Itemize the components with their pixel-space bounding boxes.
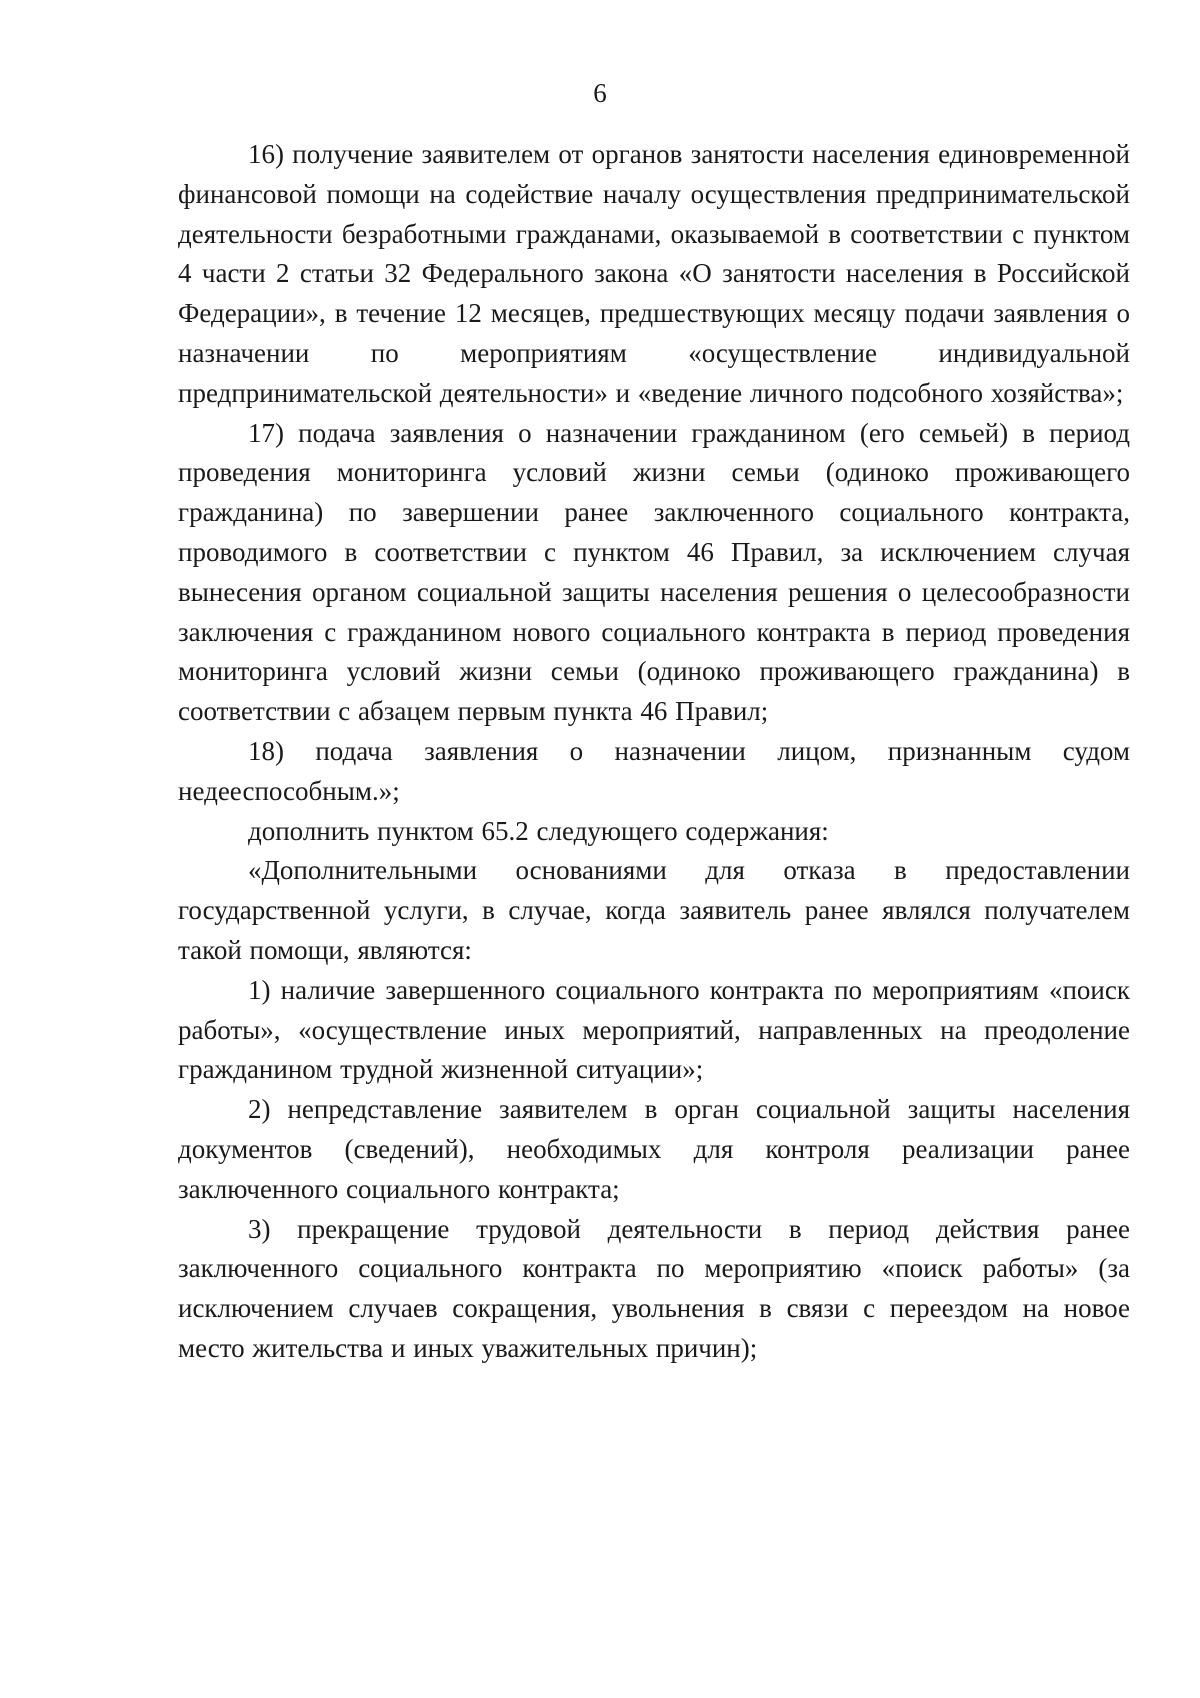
paragraph-item-17: 17) подача заявления о назначении гражданином (его семьей) в период проведения мониторинга условий жизни семьи (одиноко проживающего гражданина) по завершении ранее заключенного социального контракта, проводимого в соответствии с пунктом 46 Правил, за исключением случая вынесения органом социальной защиты населения решения о целесообразности заключения с гражданином нового социального контракта в период проведения мониторинга условий жизни семьи (одиноко проживающего гражданина) в соответствии с абзацем первым пункта 46 Правил; xyxy=(178,417,1130,727)
page-number: 6 xyxy=(593,78,607,108)
paragraph-grounds-3: 3) прекращение трудовой деятельности в период действия ранее заключенного социального контракта по мероприятию «поиск работы» (за исключением случаев сокращения, увольнения в связи с переездом на новое место жительства и иных уважительных причин); xyxy=(178,1213,1130,1363)
paragraph-item-18: 18) подача заявления о назначении лицом, признанным судом недееспособным.»; xyxy=(178,735,1130,806)
paragraph-item-16: 16) получение заявителем от органов занятости населения единовременной финансовой помощи на содействие началу осуществления предпринимательской деятельности безработными гражданами, оказываемой в соответствии с пунктом 4 части 2 статьи 32 Федерального закона «О занятости населения в Российской Федерации», в течение 12 месяцев, предшествующих месяцу подачи заявления о назначении по мероприятиям «осуществление индивидуальной предпринимательской деятельности» и «ведение личного подсобного хозяйства»; xyxy=(178,139,1130,408)
paragraph-grounds-2: 2) непредставление заявителем в орган социальной защиты населения документов (сведений), необходимых для контроля реализации ранее заключенного социального контракта; xyxy=(178,1094,1130,1204)
paragraph-amendment-65-2: дополнить пунктом 65.2 следующего содержания: xyxy=(248,815,829,846)
paragraph-additional-grounds: «Дополнительными основаниями для отказа в предоставлении государственной услуги, в случае, когда заявитель ранее являлся получателем такой помощи, являются: xyxy=(178,855,1130,965)
document-body xyxy=(178,135,1130,1369)
paragraph-grounds-1: 1) наличие завершенного социального контракта по мероприятиям «поиск работы», «осуществление иных мероприятий, направленных на преодоление гражданином трудной жизненной ситуации»; xyxy=(178,974,1130,1085)
